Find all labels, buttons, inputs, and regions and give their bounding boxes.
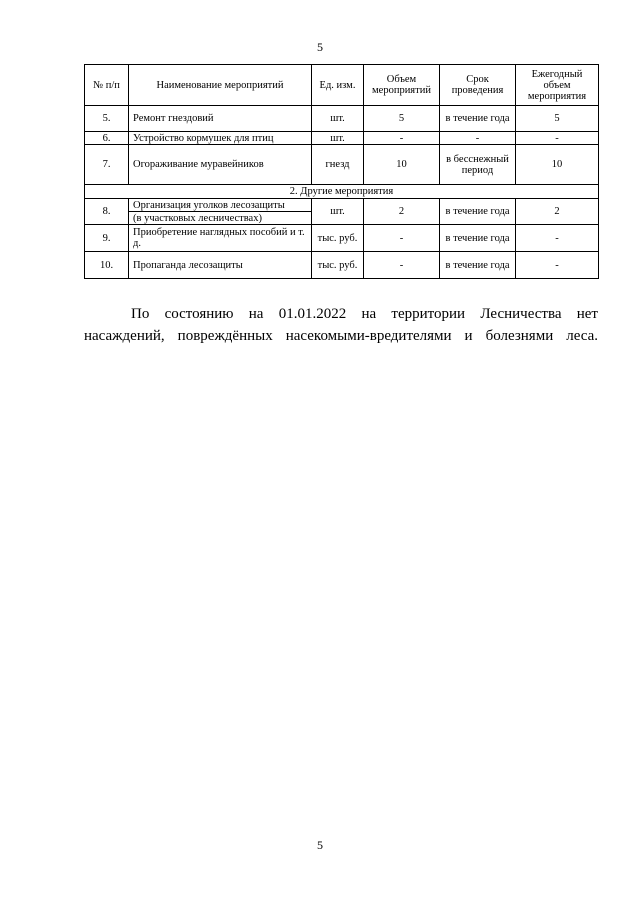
cell-term: в течение года	[440, 106, 516, 132]
table-row	[85, 252, 599, 279]
cell-unit: тыс. руб.	[312, 252, 364, 279]
cell-annual: -	[516, 132, 599, 145]
header-term: Срок проведения	[440, 65, 516, 106]
cell-num: 7.	[85, 145, 129, 185]
cell-annual: -	[516, 225, 599, 252]
cell-annual: 2	[516, 199, 599, 225]
table-row	[85, 132, 599, 145]
cell-name-line1: Организация уголков лесозащиты	[129, 200, 311, 212]
status-paragraph: По состоянию на 01.01.2022 на территории Лесничества нет насаждений, повреждённых насекомыми-вредителями и болезнями леса.	[84, 306, 598, 344]
cell-num: 9.	[85, 225, 129, 252]
header-num: № п/п	[85, 65, 129, 106]
events-table	[84, 64, 599, 279]
cell-volume: -	[364, 132, 440, 145]
cell-volume: -	[364, 225, 440, 252]
cell-unit: гнезд	[312, 145, 364, 185]
cell-name: Приобретение наглядных пособий и т. д.	[129, 225, 312, 252]
cell-term: в бесснежный период	[440, 145, 516, 185]
cell-term: в течение года	[440, 252, 516, 279]
table-header-row	[85, 65, 599, 106]
header-unit: Ед. изм.	[312, 65, 364, 106]
cell-term: в течение года	[440, 225, 516, 252]
cell-name: Ремонт гнездовий	[129, 106, 312, 132]
cell-volume: 10	[364, 145, 440, 185]
section-title: 2. Другие мероприятия	[85, 185, 599, 199]
cell-num: 6.	[85, 132, 129, 145]
cell-annual: -	[516, 252, 599, 279]
cell-volume: 2	[364, 199, 440, 225]
cell-unit: шт.	[312, 106, 364, 132]
cell-term: в течение года	[440, 199, 516, 225]
cell-name: Устройство кормушек для птиц	[129, 132, 312, 145]
cell-term: -	[440, 132, 516, 145]
table-row	[85, 199, 599, 225]
page-number-top: 5	[317, 40, 323, 54]
cell-name-line2: (в участковых лесничествах)	[133, 212, 262, 224]
cell-name: Огораживание муравейников	[129, 145, 312, 185]
page-number-bottom: 5	[317, 838, 323, 852]
header-name: Наименование мероприятий	[129, 65, 312, 106]
cell-volume: 5	[364, 106, 440, 132]
header-volume: Объем мероприятий	[364, 65, 440, 106]
cell-unit: шт.	[312, 199, 364, 225]
cell-unit: тыс. руб.	[312, 225, 364, 252]
cell-num: 10.	[85, 252, 129, 279]
cell-name: Пропаганда лесозащиты	[129, 252, 312, 279]
cell-unit: шт.	[312, 132, 364, 145]
section-row	[85, 185, 599, 199]
header-annual: Ежегодный объем мероприятия	[516, 65, 599, 106]
table-row	[85, 145, 599, 185]
cell-num: 5.	[85, 106, 129, 132]
cell-annual: 10	[516, 145, 599, 185]
cell-num: 8.	[85, 199, 129, 225]
cell-name	[129, 199, 312, 225]
table-row	[85, 106, 599, 132]
table-row	[85, 225, 599, 252]
cell-annual: 5	[516, 106, 599, 132]
cell-volume: -	[364, 252, 440, 279]
